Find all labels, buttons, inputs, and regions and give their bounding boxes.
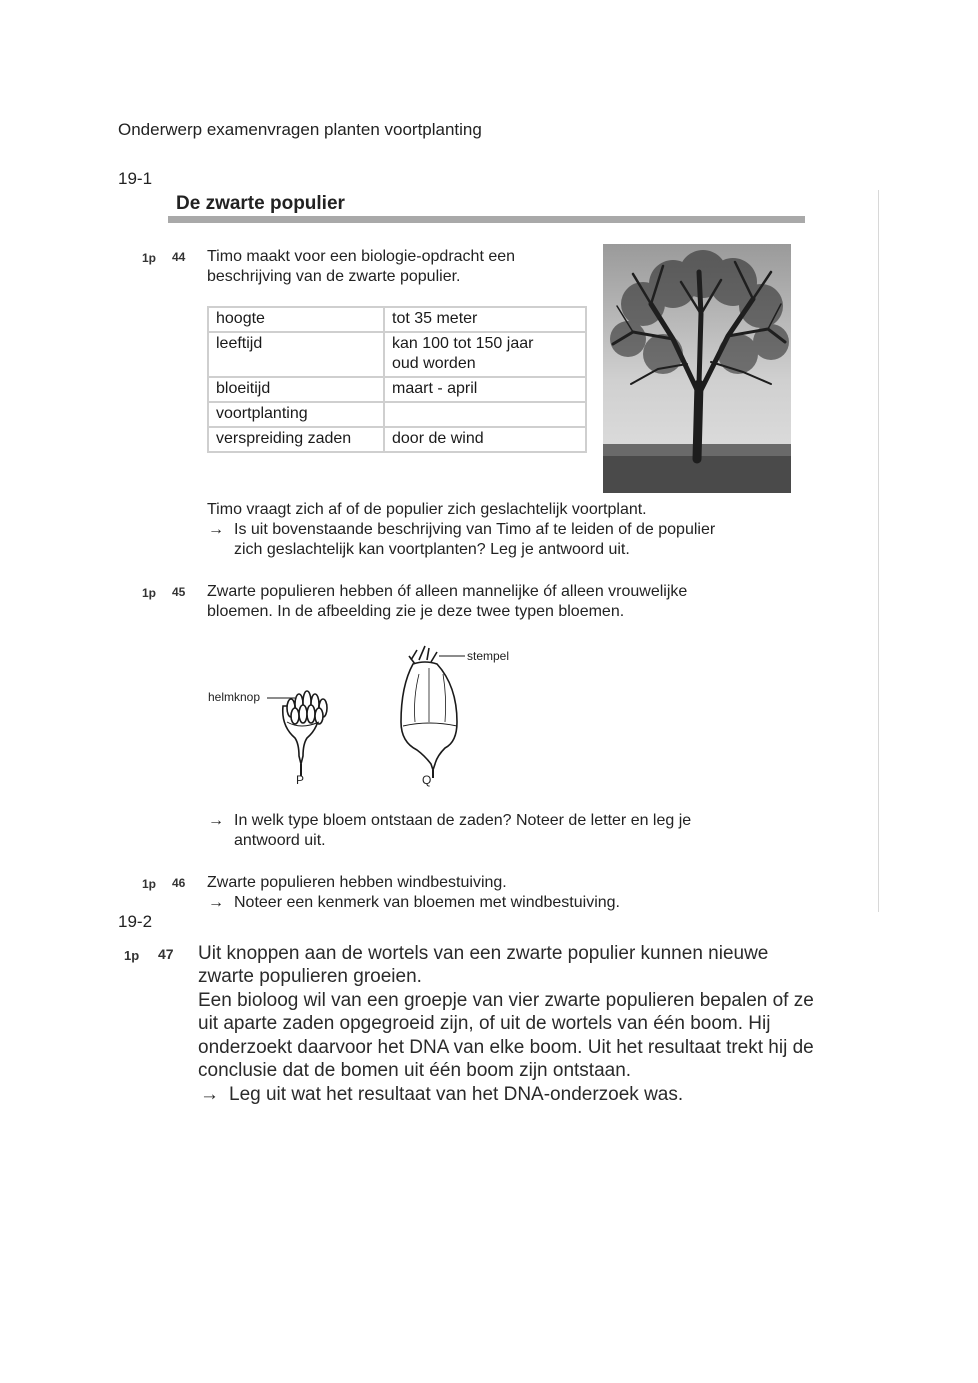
table-key: verspreiding zaden <box>208 427 384 452</box>
q44-question-line1: Is uit bovenstaande beschrijving van Timo af te leiden of de populier <box>234 521 716 538</box>
q44-points: 1p <box>142 251 157 265</box>
table-value: tot 35 meter <box>384 307 586 332</box>
table-key: hoogte <box>208 307 384 332</box>
q44-after-text: Timo vraagt zich af of de populier zich geslachtelijk voortplant. <box>207 501 647 518</box>
table-key: bloeitijd <box>208 377 384 402</box>
table-row <box>208 377 586 402</box>
heading-underline <box>168 216 805 223</box>
table-row <box>208 332 586 377</box>
q47-line1: Uit knoppen aan de wortels van een zwarte populier kunnen nieuwe <box>198 943 769 964</box>
label-q: Q <box>422 773 432 787</box>
q47-question: Leg uit wat het resultaat van het DNA-onderzoek was. <box>229 1084 684 1105</box>
q47-arrow-icon: → <box>200 1084 219 1105</box>
section-label-19-2: 19-2 <box>118 912 153 931</box>
table-value: maart - april <box>384 377 586 402</box>
table-value: door de wind <box>384 427 586 452</box>
q47-line4: uit aparte zaden opgegroeid zijn, of uit de wortels van één boom. Hij <box>198 1013 771 1034</box>
table-value: kan 100 tot 150 jaar oud worden <box>384 332 586 377</box>
q45-question-line2: antwoord uit. <box>234 832 326 849</box>
q47-line3: Een bioloog wil van een groepje van vier zwarte populieren bepalen of ze <box>198 990 814 1011</box>
q45-number: 45 <box>172 585 186 599</box>
section-heading: De zwarte populier <box>176 193 345 214</box>
poplar-tree-photo <box>603 244 791 493</box>
q47-line6: conclusie dat de bomen uit één boom zijn ontstaan. <box>198 1060 632 1081</box>
table-key: leeftijd <box>208 332 384 377</box>
table-row <box>208 307 586 332</box>
table-row <box>208 402 586 427</box>
label-p: P <box>296 773 305 787</box>
q47-line2: zwarte populieren groeien. <box>198 966 422 987</box>
section-label-19-1: 19-1 <box>118 169 153 188</box>
q45-arrow-icon: → <box>208 812 224 829</box>
description-table <box>207 306 587 453</box>
table-key: voortplanting <box>208 402 384 427</box>
q46-points: 1p <box>142 877 157 891</box>
q44-intro-line1: Timo maakt voor een biologie-opdracht een <box>207 248 516 265</box>
q46-arrow-icon: → <box>208 894 224 911</box>
q46-number: 46 <box>172 876 186 890</box>
label-stempel: stempel <box>467 649 510 663</box>
label-helmknop: helmknop <box>208 690 261 704</box>
q47-number: 47 <box>158 946 174 962</box>
q46-question: Noteer een kenmerk van bloemen met windbestuiving. <box>234 894 620 911</box>
q44-number: 44 <box>172 250 186 264</box>
q45-intro-line2: bloemen. In de afbeelding zie je deze twee typen bloemen. <box>207 603 625 620</box>
q44-question-line2: zich geslachtelijk kan voortplanten? Leg je antwoord uit. <box>234 541 630 558</box>
q46-intro: Zwarte populieren hebben windbestuiving. <box>207 874 507 891</box>
q44-intro-line2: beschrijving van de zwarte populier. <box>207 268 461 285</box>
q47-line5: onderzoekt daarvoor het DNA van elke boom. Uit het resultaat trekt hij de <box>198 1037 814 1058</box>
q44-arrow-icon: → <box>208 521 224 538</box>
q45-points: 1p <box>142 586 157 600</box>
q45-question-line1: In welk type bloem ontstaan de zaden? Noteer de letter en leg je <box>234 812 692 829</box>
q47-points: 1p <box>124 948 140 963</box>
table-value <box>384 402 586 427</box>
table-row <box>208 427 586 452</box>
document-title: Onderwerp examenvragen planten voortplanting <box>118 120 482 139</box>
q45-intro-line1: Zwarte populieren hebben óf alleen mannelijke óf alleen vrouwelijke <box>207 583 688 600</box>
page-margin-line <box>878 190 879 912</box>
